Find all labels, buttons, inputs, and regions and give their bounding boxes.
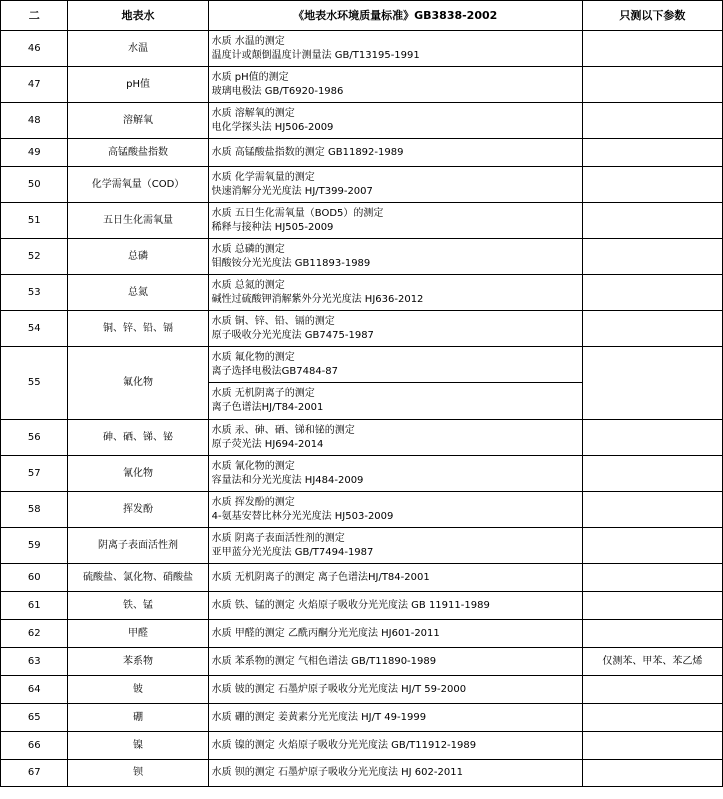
method-cell (208, 67, 582, 103)
method-line: 水质 甲醛的测定 乙酰丙酮分光光度法 HJ601-2011 (211, 627, 440, 639)
method-cell (208, 31, 582, 67)
table-row (1, 592, 723, 620)
method-cell (208, 167, 582, 203)
method-line: 水质 pH值的测定 (211, 71, 289, 83)
method-line: 水质 铜、锌、铅、镉的测定 (211, 315, 335, 327)
parameter-name: 苯系物 (68, 648, 208, 676)
table-row (1, 347, 723, 383)
row-number: 48 (1, 103, 68, 139)
parameter-name: 铜、锌、铅、镉 (68, 311, 208, 347)
row-number: 66 (1, 732, 68, 760)
table-row (1, 704, 723, 732)
row-number: 50 (1, 167, 68, 203)
parameter-name: 硫酸盐、氯化物、硝酸盐 (68, 564, 208, 592)
method-cell (208, 347, 582, 383)
table-row (1, 564, 723, 592)
method-line: 水质 水温的测定 (211, 35, 285, 47)
scope-note (582, 564, 722, 592)
row-number: 51 (1, 203, 68, 239)
method-line: 电化学探头法 HJ506-2009 (211, 121, 334, 133)
scope-note: 仅测苯、甲苯、苯乙烯 (582, 648, 722, 676)
method-line: 温度计或颠倒温度计测量法 GB/T13195-1991 (211, 49, 420, 61)
method-line: 离子选择电极法GB7484-87 (211, 365, 339, 377)
row-number: 55 (1, 347, 68, 420)
table-row (1, 167, 723, 203)
scope-note (582, 704, 722, 732)
method-cell (208, 732, 582, 760)
table-body (1, 31, 723, 787)
method-line: 水质 无机阴离子的测定 (211, 388, 315, 399)
method-line: 亚甲蓝分光光度法 GB/T7494-1987 (211, 546, 374, 558)
parameter-name: 硼 (68, 704, 208, 732)
method-line: 离子色谱法HJ/T84-2001 (211, 402, 324, 413)
method-cell (208, 760, 582, 787)
table-row (1, 31, 723, 67)
scope-note (582, 760, 722, 787)
table-row (1, 420, 723, 456)
scope-note (582, 592, 722, 620)
row-number: 56 (1, 420, 68, 456)
method-line: 原子吸收分光光度法 GB7475-1987 (211, 329, 374, 341)
row-number: 52 (1, 239, 68, 275)
method-line: 水质 化学需氧量的测定 (211, 171, 315, 183)
method-line: 水质 硼的测定 姜黄素分光光度法 HJ/T 49-1999 (211, 711, 427, 723)
scope-note (582, 167, 722, 203)
method-line: 水质 高锰酸盐指数的测定 GB11892-1989 (211, 146, 404, 158)
parameter-name: 砷、硒、锑、铋 (68, 420, 208, 456)
parameter-name: 钡 (68, 760, 208, 787)
scope-note (582, 67, 722, 103)
scope-note (582, 203, 722, 239)
method-line: 水质 总磷的测定 (211, 243, 285, 255)
scope-note (582, 239, 722, 275)
scope-note (582, 275, 722, 311)
scope-note (582, 620, 722, 648)
method-line: 原子荧光法 HJ694-2014 (211, 438, 324, 450)
row-number: 47 (1, 67, 68, 103)
parameter-name: 铍 (68, 676, 208, 704)
method-cell (208, 420, 582, 456)
scope-note (582, 492, 722, 528)
parameter-name: 化学需氧量（COD） (68, 167, 208, 203)
table-row (1, 620, 723, 648)
method-line: 水质 无机阴离子的测定 离子色谱法HJ/T84-2001 (211, 571, 430, 583)
scope-note (582, 139, 722, 167)
method-line: 水质 镍的测定 火焰原子吸收分光光度法 GB/T11912-1989 (211, 739, 477, 751)
row-number: 65 (1, 704, 68, 732)
method-line: 水质 铁、锰的测定 火焰原子吸收分光光度法 GB 11911-1989 (211, 599, 490, 611)
method-line: 水质 五日生化需氧量（BOD5）的测定 (211, 207, 384, 219)
scope-note (582, 456, 722, 492)
method-line: 水质 钡的测定 石墨炉原子吸收分光光度法 HJ 602-2011 (211, 767, 463, 778)
method-cell (208, 103, 582, 139)
method-cell (208, 383, 582, 420)
table-row (1, 311, 723, 347)
table-row (1, 732, 723, 760)
method-line: 稀释与接种法 HJ505-2009 (211, 221, 334, 233)
row-number: 57 (1, 456, 68, 492)
method-cell (208, 239, 582, 275)
row-number: 63 (1, 648, 68, 676)
table-row (1, 239, 723, 275)
scope-note (582, 103, 722, 139)
method-cell (208, 456, 582, 492)
parameter-name: pH值 (68, 67, 208, 103)
header-standard: 《地表水环境质量标准》GB3838-2002 (208, 1, 582, 31)
scope-note (582, 732, 722, 760)
parameter-name: 水温 (68, 31, 208, 67)
row-number: 67 (1, 760, 68, 787)
method-cell (208, 564, 582, 592)
method-cell (208, 676, 582, 704)
parameter-name: 高锰酸盐指数 (68, 139, 208, 167)
row-number: 60 (1, 564, 68, 592)
method-line: 水质 阴离子表面活性剂的测定 (211, 532, 345, 544)
parameter-name: 五日生化需氧量 (68, 203, 208, 239)
method-line: 容量法和分光光度法 HJ484-2009 (211, 474, 364, 486)
method-cell (208, 704, 582, 732)
method-cell (208, 311, 582, 347)
method-line: 碱性过硫酸钾消解紫外分光光度法 HJ636-2012 (211, 293, 424, 305)
parameter-name: 挥发酚 (68, 492, 208, 528)
header-row (1, 1, 723, 31)
table-row (1, 528, 723, 564)
row-number: 54 (1, 311, 68, 347)
table-row (1, 203, 723, 239)
row-number: 59 (1, 528, 68, 564)
scope-note (582, 528, 722, 564)
parameter-name: 总磷 (68, 239, 208, 275)
row-number: 49 (1, 139, 68, 167)
method-line: 玻璃电极法 GB/T6920-1986 (211, 85, 344, 97)
method-cell (208, 648, 582, 676)
method-cell (208, 528, 582, 564)
table-row (1, 103, 723, 139)
table-row (1, 492, 723, 528)
row-number: 61 (1, 592, 68, 620)
method-cell (208, 275, 582, 311)
header-scope: 只测以下参数 (582, 1, 722, 31)
scope-note (582, 676, 722, 704)
parameter-name: 铁、锰 (68, 592, 208, 620)
row-number: 58 (1, 492, 68, 528)
parameter-name: 镍 (68, 732, 208, 760)
method-line: 水质 挥发酚的测定 (211, 496, 295, 508)
table-row (1, 676, 723, 704)
scope-note (582, 347, 722, 420)
scope-note (582, 311, 722, 347)
parameter-name: 总氮 (68, 275, 208, 311)
table-row (1, 275, 723, 311)
method-line: 4-氨基安替比林分光光度法 HJ503-2009 (211, 510, 394, 522)
row-number: 62 (1, 620, 68, 648)
method-line: 水质 溶解氧的测定 (211, 107, 295, 119)
row-number: 46 (1, 31, 68, 67)
method-line: 水质 铍的测定 石墨炉原子吸收分光光度法 HJ/T 59-2000 (211, 683, 467, 695)
table-row (1, 648, 723, 676)
table-row (1, 760, 723, 787)
table-row (1, 456, 723, 492)
method-line: 水质 汞、砷、硒、锑和铋的测定 (211, 424, 355, 436)
parameter-name: 氟化物 (68, 347, 208, 420)
row-number: 53 (1, 275, 68, 311)
method-cell (208, 203, 582, 239)
row-number: 64 (1, 676, 68, 704)
method-line: 水质 总氮的测定 (211, 279, 285, 291)
method-cell (208, 139, 582, 167)
parameter-name: 甲醛 (68, 620, 208, 648)
method-line: 水质 苯系物的测定 气相色谱法 GB/T11890-1989 (211, 655, 437, 667)
method-line: 快速消解分光光度法 HJ/T399-2007 (211, 185, 373, 197)
method-cell (208, 592, 582, 620)
parameter-name: 溶解氧 (68, 103, 208, 139)
scope-note (582, 31, 722, 67)
method-cell (208, 492, 582, 528)
method-line: 水质 氰化物的测定 (211, 460, 295, 472)
header-index: 二 (1, 1, 68, 31)
method-line: 水质 氟化物的测定 (211, 351, 295, 363)
table-row (1, 67, 723, 103)
method-line: 钼酸铵分光光度法 GB11893-1989 (211, 257, 371, 269)
header-category: 地表水 (68, 1, 208, 31)
method-cell (208, 620, 582, 648)
scope-note (582, 420, 722, 456)
table-row (1, 139, 723, 167)
parameter-name: 氰化物 (68, 456, 208, 492)
parameter-name: 阴离子表面活性剂 (68, 528, 208, 564)
